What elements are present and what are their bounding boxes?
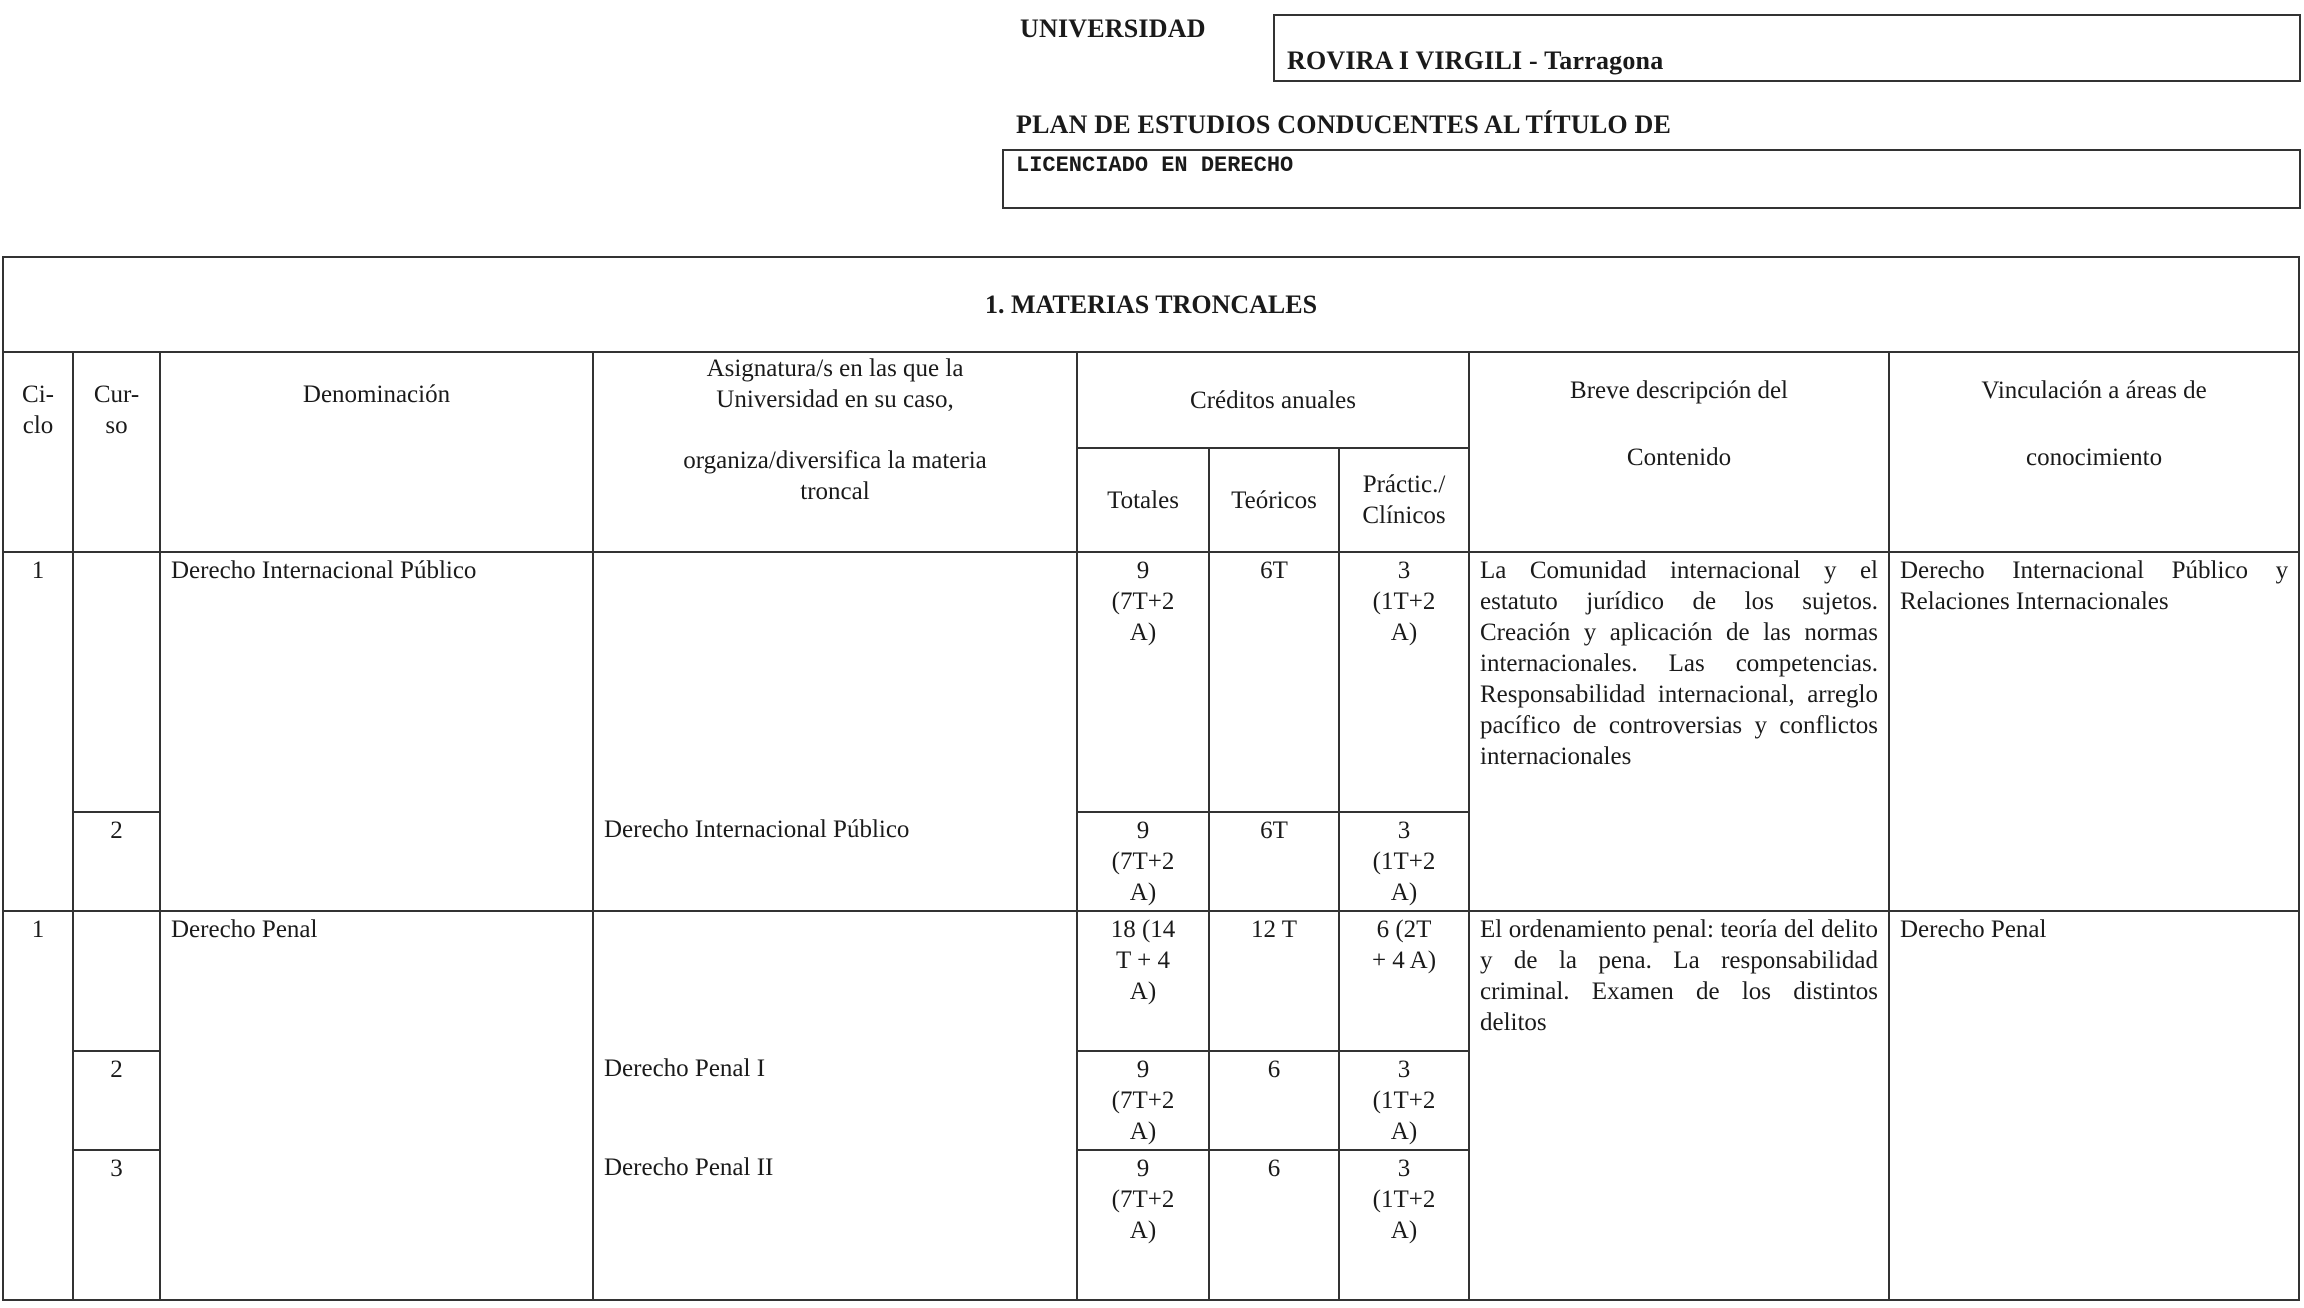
cell-practicos: 3 (1T+2 A) <box>1339 812 1469 911</box>
cell-curso: 2 <box>73 812 160 911</box>
cell-asignatura: Derecho Penal I <box>593 1051 1077 1150</box>
table-row <box>3 911 2299 1051</box>
column-header-descripcion-line2: Contenido <box>1626 444 1732 471</box>
column-header-practicos: Práctic./ Clínicos <box>1339 448 1469 552</box>
cell-denominacion: Derecho Penal <box>160 911 593 1300</box>
cell-practicos: 3 (1T+2 A) <box>1339 1051 1469 1150</box>
cell-teoricos: 6 <box>1209 1150 1339 1300</box>
column-header-asignatura-line1: Asignatura/s en las que la Universidad en su caso, <box>706 355 964 413</box>
cell-totales: 9 (7T+2 A) <box>1077 812 1209 911</box>
column-header-denominacion: Denominación <box>160 352 593 552</box>
university-label: UNIVERSIDAD <box>1020 14 1206 43</box>
table-row <box>3 552 2299 812</box>
cell-teoricos: 12 T <box>1209 911 1339 1051</box>
cell-vinculacion: Derecho Internacional Público y Relaciones Internacionales <box>1889 552 2299 911</box>
cell-curso <box>73 911 160 1051</box>
cell-practicos: 3 (1T+2 A) <box>1339 552 1469 812</box>
column-header-asignatura-line2: organiza/diversifica la materia troncal <box>683 447 987 505</box>
cell-teoricos: 6T <box>1209 552 1339 812</box>
plan-label: PLAN DE ESTUDIOS CONDUCENTES AL TÍTULO DE <box>1016 110 1672 139</box>
cell-totales: 9 (7T+2 A) <box>1077 1150 1209 1300</box>
column-header-descripcion <box>1469 352 1889 552</box>
cell-asignatura <box>593 552 1077 812</box>
column-header-vinculacion <box>1889 352 2299 552</box>
cell-totales: 18 (14 T + 4 A) <box>1077 911 1209 1051</box>
cell-asignatura: Derecho Internacional Público <box>593 812 1077 911</box>
university-name: ROVIRA I VIRGILI - Tarragona <box>1287 46 1664 75</box>
cell-curso: 2 <box>73 1051 160 1150</box>
cell-ciclo: 1 <box>3 552 73 911</box>
cell-ciclo: 1 <box>3 911 73 1300</box>
column-header-totales: Totales <box>1077 448 1209 552</box>
cell-vinculacion: Derecho Penal <box>1889 911 2299 1300</box>
university-name-box <box>1273 14 2301 82</box>
cell-denominacion: Derecho Internacional Público <box>160 552 593 911</box>
cell-descripcion: La Comunidad internacional y el estatuto jurídico de los sujetos. Creación y aplicación de las normas internacionales. Las competencias. Responsabilidad internacional, arreglo pacífico de controversias y conflictos internacionales <box>1469 552 1889 911</box>
cell-totales: 9 (7T+2 A) <box>1077 552 1209 812</box>
cell-curso: 3 <box>73 1150 160 1300</box>
cell-totales: 9 (7T+2 A) <box>1077 1051 1209 1150</box>
column-header-descripcion-line1: Breve descripción del <box>1570 377 1788 404</box>
cell-descripcion: El ordenamiento penal: teoría del delito y de la pena. La responsabilidad criminal. Examen de los distintos delitos <box>1469 911 1889 1300</box>
cell-curso <box>73 552 160 812</box>
degree-box <box>1002 149 2301 209</box>
cell-practicos: 3 (1T+2 A) <box>1339 1150 1469 1300</box>
column-header-vinculacion-line2: conocimiento <box>2026 444 2163 471</box>
cell-teoricos: 6T <box>1209 812 1339 911</box>
cell-asignatura <box>593 911 1077 1051</box>
cell-practicos: 6 (2T + 4 A) <box>1339 911 1469 1051</box>
column-header-asignatura <box>593 352 1077 552</box>
materias-troncales-table <box>2 256 2300 1301</box>
table-title: 1. MATERIAS TRONCALES <box>3 257 2299 352</box>
cell-asignatura: Derecho Penal II <box>593 1150 1077 1300</box>
column-header-curso: Cur- so <box>73 352 160 552</box>
column-header-ciclo: Ci- clo <box>3 352 73 552</box>
cell-teoricos: 6 <box>1209 1051 1339 1150</box>
column-header-teoricos: Teóricos <box>1209 448 1339 552</box>
column-header-creditos: Créditos anuales <box>1077 352 1469 448</box>
degree-title: LICENCIADO EN DERECHO <box>1016 153 1294 178</box>
column-header-vinculacion-line1: Vinculación a áreas de <box>1981 377 2207 404</box>
